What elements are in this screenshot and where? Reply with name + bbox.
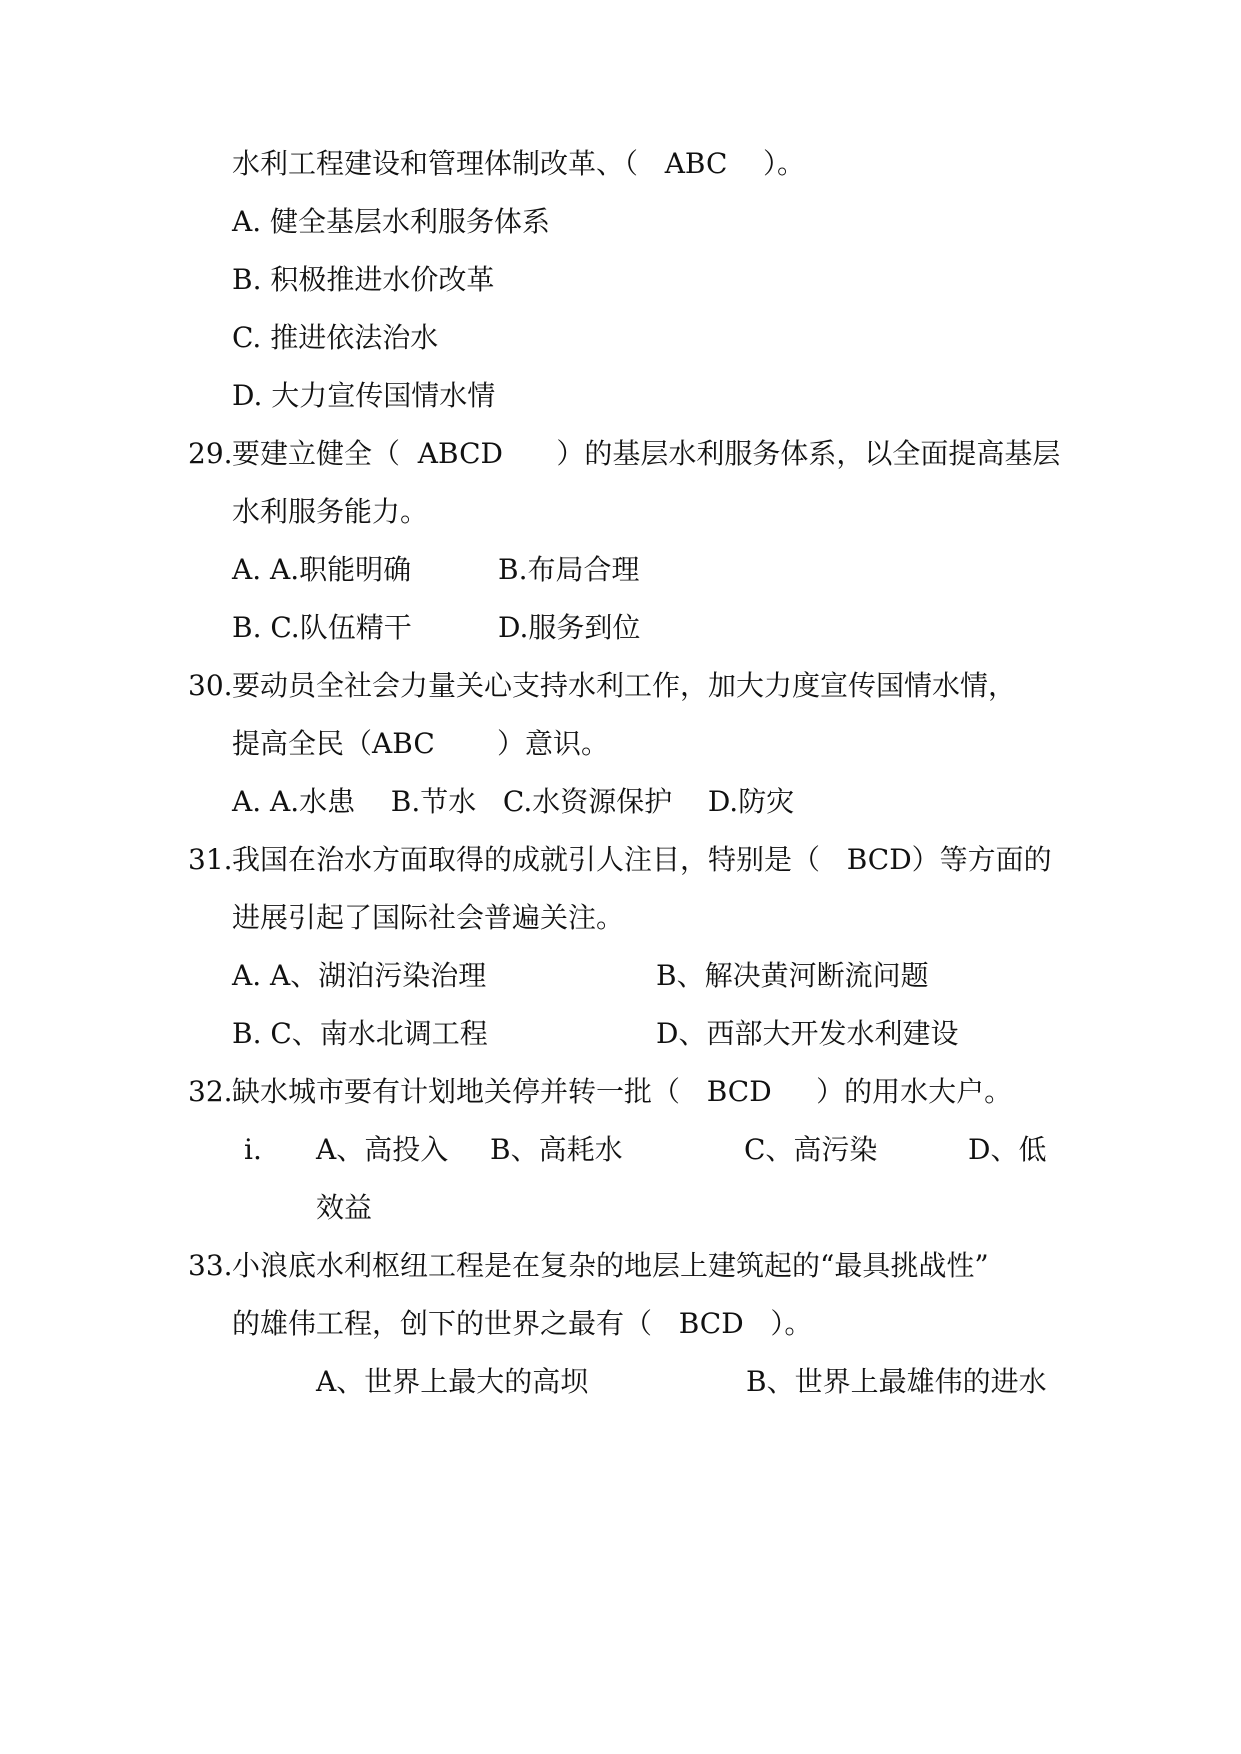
option-a: A. A.职能明确: [232, 553, 412, 586]
sub-list-marker: i.: [244, 1133, 262, 1166]
stem-text: 要建立健全（ ABCD ）的基层水利服务体系，以全面提高基层: [232, 437, 1061, 470]
question-31: [0, 836, 1241, 884]
question-number: 29.: [188, 437, 233, 470]
stem-text: 水利工程建设和管理体制改革、（ ABC ）。: [232, 147, 806, 180]
question-32: [0, 1068, 1241, 1116]
stem-text: 小浪底水利枢纽工程是在复杂的地层上建筑起的“最具挑战性”: [232, 1249, 989, 1282]
option-c: B. C.队伍精干: [232, 611, 412, 644]
option-d-continuation: 效益: [316, 1191, 373, 1224]
option-line: [0, 256, 1241, 304]
option-b: B、世界上最雄伟的进水: [746, 1365, 1047, 1398]
option-line: [0, 314, 1241, 362]
stem-text: 我国在治水方面取得的成就引人注目，特别是（ BCD）等方面的: [232, 843, 1052, 876]
question-number: 32.: [188, 1075, 233, 1108]
option-line: [0, 546, 1241, 594]
option-d: D.服务到位: [498, 611, 641, 644]
option-line: [0, 952, 1241, 1000]
question-number: 33.: [188, 1249, 233, 1282]
option-b: B、解决黄河断流问题: [656, 959, 929, 992]
stem-text: 水利服务能力。: [232, 495, 429, 528]
options: A. A.水患 B.节水 C.水资源保护 D.防灾: [232, 785, 795, 818]
option-a: A. A、湖泊污染治理: [232, 959, 487, 992]
option-c: C、高污染: [744, 1133, 878, 1166]
option-b: B. 积极推进水价改革: [232, 263, 495, 296]
option-d: D、低: [968, 1133, 1047, 1166]
option-line: [0, 1126, 1241, 1174]
question-number: 30.: [188, 669, 233, 702]
option-d: D. 大力宣传国情水情: [232, 379, 496, 412]
option-continuation: [0, 1184, 1241, 1232]
option-c: C. 推进依法治水: [232, 321, 439, 354]
question-29: [0, 430, 1241, 478]
option-line: [0, 778, 1241, 826]
option-a: A、高投入: [316, 1133, 449, 1166]
option-line: [0, 1358, 1241, 1406]
option-a: A、世界上最大的高坝: [316, 1365, 589, 1398]
option-line: [0, 1010, 1241, 1058]
stem-continuation: [0, 894, 1241, 942]
option-d: D、西部大开发水利建设: [656, 1017, 959, 1050]
stem-text: 进展引起了国际社会普遍关注。: [232, 901, 625, 934]
option-line: [0, 372, 1241, 420]
stem-continuation: [0, 488, 1241, 536]
question-number: 31.: [188, 843, 233, 876]
question-30: [0, 662, 1241, 710]
option-line: [0, 604, 1241, 652]
option-line: [0, 198, 1241, 246]
stem-text: 的雄伟工程，创下的世界之最有（ BCD ）。: [232, 1307, 813, 1340]
question-33: [0, 1242, 1241, 1290]
stem-continuation: [0, 720, 1241, 768]
option-b: B.布局合理: [498, 553, 640, 586]
question-stem-continuation: [0, 140, 1241, 188]
stem-text: 要动员全社会力量关心支持水利工作，加大力度宣传国情水情，: [232, 669, 1017, 702]
stem-continuation: [0, 1300, 1241, 1348]
stem-text: 缺水城市要有计划地关停并转一批（ BCD ）的用水大户。: [232, 1075, 1013, 1108]
stem-text: 提高全民（ABC ）意识。: [232, 727, 610, 760]
option-a: A. 健全基层水利服务体系: [232, 205, 551, 238]
option-c: B. C、南水北调工程: [232, 1017, 488, 1050]
option-b: B、高耗水: [490, 1133, 623, 1166]
